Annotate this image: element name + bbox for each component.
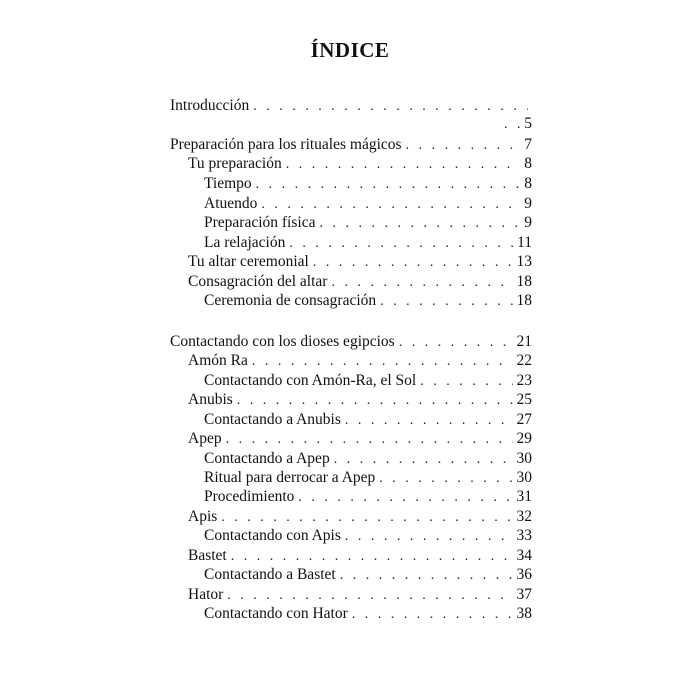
toc-entry xyxy=(188,585,532,605)
toc-entry xyxy=(188,507,532,527)
toc-entry xyxy=(188,154,532,174)
toc-entry-label: Ceremonia de consagración xyxy=(204,292,377,309)
toc-entry-label: Tiempo xyxy=(204,175,252,192)
toc-entry-page: 9 xyxy=(524,195,532,212)
toc-entry-label: Contactando con los dioses egipcios xyxy=(170,333,395,350)
dot-leader xyxy=(261,195,520,215)
toc-entry xyxy=(204,291,532,311)
toc-entry-label: Tu altar ceremonial xyxy=(188,253,309,270)
toc-entry-label: La relajación xyxy=(204,234,286,251)
toc-entry xyxy=(204,410,532,430)
dot-leader xyxy=(237,391,513,411)
toc-entry-page: 7 xyxy=(524,136,532,153)
toc-entry xyxy=(204,174,532,194)
toc-entry xyxy=(204,449,532,469)
dot-leader xyxy=(406,136,521,156)
toc-entry-page: 25 xyxy=(516,391,532,408)
toc-entry-label: Atuendo xyxy=(204,195,258,212)
dot-leader xyxy=(345,527,513,547)
toc-entry xyxy=(204,371,532,391)
toc-entry xyxy=(204,468,532,488)
toc-entry-page: 37 xyxy=(516,586,532,603)
toc-entry xyxy=(204,194,532,214)
toc-entry-page: 8 xyxy=(524,175,532,192)
toc-entry-label: Contactando a Bastet xyxy=(204,566,336,583)
toc-entry xyxy=(204,213,532,233)
toc-entry xyxy=(204,526,532,546)
toc-entry-label: Tu preparación xyxy=(188,155,282,172)
dot-leader xyxy=(345,411,513,431)
dot-leader xyxy=(256,175,521,195)
toc-entry-label: Preparación física xyxy=(204,214,316,231)
toc-entry-page: 29 xyxy=(516,430,532,447)
toc-entry-label: Hator xyxy=(188,586,224,603)
toc-entry-page: 9 xyxy=(524,214,532,231)
dot-leader xyxy=(253,97,528,117)
toc-entry-label: Preparación para los rituales mágicos xyxy=(170,136,402,153)
toc-entry xyxy=(188,272,532,292)
toc-entry xyxy=(170,332,532,352)
dot-leader xyxy=(226,430,513,450)
toc-entry-page-row xyxy=(500,114,532,134)
toc-entry-page: 36 xyxy=(516,566,532,583)
dot-leader xyxy=(313,253,513,273)
toc-entry xyxy=(188,390,532,410)
dot-leader xyxy=(399,333,513,353)
dot-leader xyxy=(231,547,513,567)
toc-entry-label: Procedimiento xyxy=(204,488,295,505)
dot-leader xyxy=(420,372,512,392)
toc-entry-label: Contactando con Hator xyxy=(204,605,348,622)
dot-leader xyxy=(289,234,513,254)
dot-leader xyxy=(227,586,512,606)
toc-entry xyxy=(188,351,532,371)
dot-leader xyxy=(331,273,512,293)
toc-entry-label: Anubis xyxy=(188,391,233,408)
page-title: ÍNDICE xyxy=(310,38,390,62)
toc-entry-label: Apep xyxy=(188,430,222,447)
toc-entry-page: 30 xyxy=(516,450,532,467)
toc-entry-page: 11 xyxy=(517,234,532,251)
toc-entry-page: 23 xyxy=(516,372,532,389)
toc-entry-page: 30 xyxy=(516,469,532,486)
toc-entry-label: Contactando a Apep xyxy=(204,450,330,467)
dot-leader xyxy=(334,450,513,470)
dot-leader xyxy=(298,488,512,508)
toc-entry xyxy=(170,96,532,116)
toc-entry-page: 27 xyxy=(516,411,532,428)
toc-entry-label: Contactando a Anubis xyxy=(204,411,341,428)
toc-entry-page: 8 xyxy=(524,155,532,172)
toc-entry-page: 33 xyxy=(516,527,532,544)
toc-entry-page: 32 xyxy=(516,508,532,525)
toc-entry xyxy=(204,604,532,624)
toc-entry-page: 18 xyxy=(516,292,532,309)
toc-entry-page: 31 xyxy=(516,488,532,505)
toc-entry xyxy=(188,252,532,272)
dot-leader xyxy=(340,566,513,586)
toc-entry-page: 13 xyxy=(516,253,532,270)
dot-leader xyxy=(352,605,513,625)
toc-entry-label: Contactando con Apis xyxy=(204,527,341,544)
toc-entry xyxy=(204,565,532,585)
dot-leader xyxy=(379,469,512,489)
toc-entry-page: 22 xyxy=(516,352,532,369)
toc-entry-page: 18 xyxy=(516,273,532,290)
dot-leader xyxy=(252,352,513,372)
toc-entry-label: Contactando con Amón-Ra, el Sol xyxy=(204,372,417,389)
dot-leader xyxy=(380,292,512,312)
toc-entry xyxy=(204,233,532,253)
dot-leader xyxy=(504,115,520,135)
toc-entry-label: Ritual para derrocar a Apep xyxy=(204,469,376,486)
toc-entry xyxy=(188,546,532,566)
dot-leader xyxy=(286,155,521,175)
toc-entry-label: Amón Ra xyxy=(188,352,248,369)
toc-entry-label: Apis xyxy=(188,508,218,525)
dot-leader xyxy=(319,214,520,234)
toc-entry xyxy=(204,487,532,507)
toc-entry-page: 38 xyxy=(516,605,532,622)
toc-entry-page: 34 xyxy=(516,547,532,564)
toc-entry xyxy=(188,429,532,449)
toc-entry-label: Introducción xyxy=(170,97,250,114)
toc-entry-page: 21 xyxy=(516,333,532,350)
toc-entry-label: Bastet xyxy=(188,547,227,564)
dot-leader xyxy=(221,508,512,528)
toc-entry-label: Consagración del altar xyxy=(188,273,328,290)
toc-entry-page: 5 xyxy=(524,115,532,132)
toc-entry xyxy=(170,135,532,155)
